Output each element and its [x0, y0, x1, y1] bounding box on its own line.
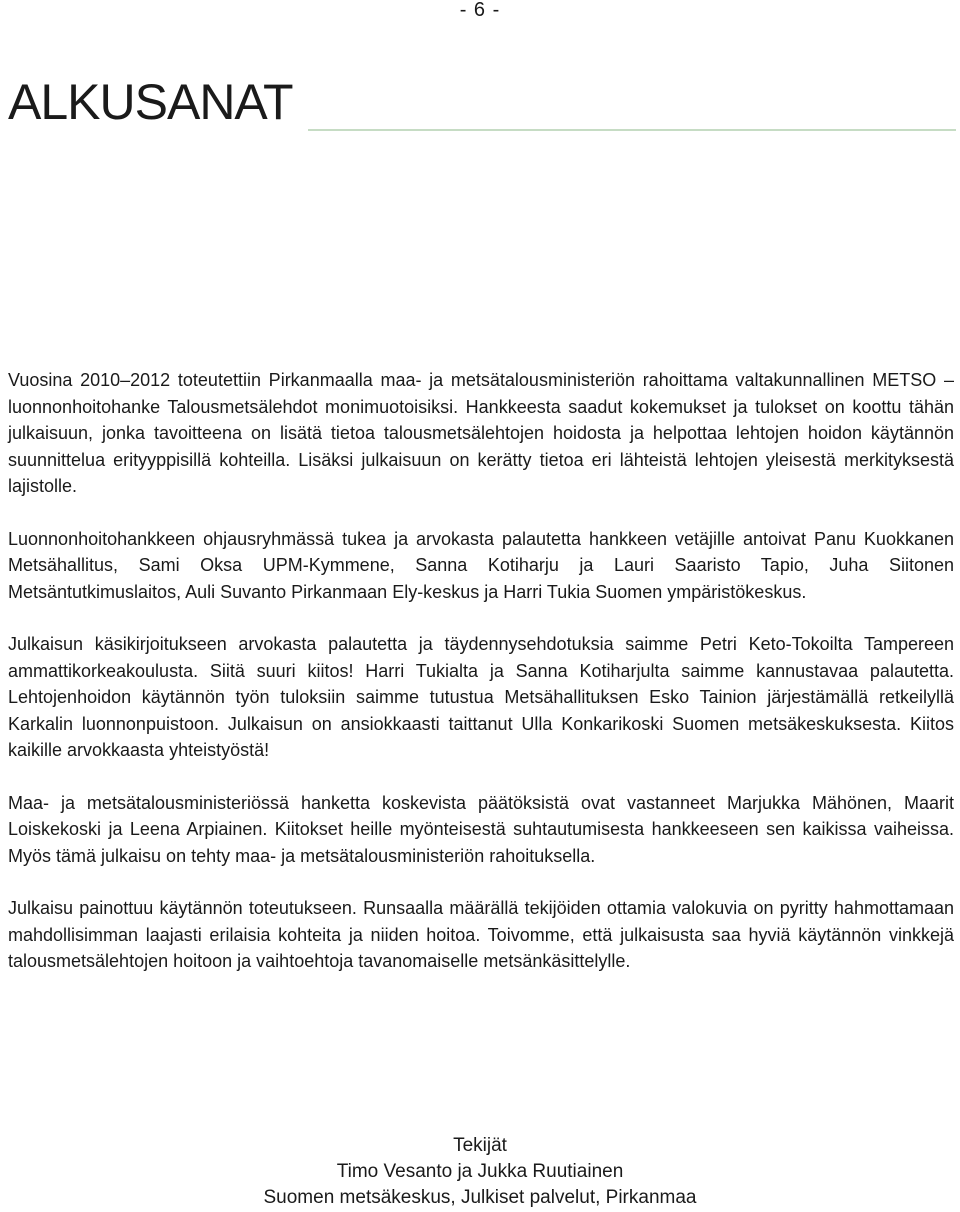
paragraph-manuscript-thanks: Julkaisun käsikirjoitukseen arvokasta palautetta ja täydennysehdotuksia saimme Petri Keto-Tokoilta Tampereen ammattikorkeakoulusta. Siitä suuri kiitos! Harri Tukialta ja Sanna Kotiharjulta saimme kannustavaa palautetta. Lehtojenhoidon käytännön työn tuloksiin saimme tutustua Metsähallituksen Esko Tainion järjestämällä retkeilyllä Karkalin luonnonpuistoon. Julkaisun on ansiokkaasti taittanut Ulla Konkarikoski Suomen metsäkeskuksesta. Kiitos kaikille arvokkaasta yhteistyöstä!: [8, 634, 954, 760]
heading-underline: [308, 129, 956, 131]
paragraph-steering-group: Luonnonhoitohankkeen ohjausryhmässä tukea ja arvokasta palautetta hankkeen vetäjille antoivat Panu Kuokkanen Metsähallitus, Sami Oksa UPM-Kymmene, Sanna Kotiharju ja Lauri Saaristo Tapio, Juha Siitonen Metsäntutkimuslaitos, Auli Suvanto Pirkanmaan Ely-keskus ja Harri Tukia Suomen ympäristökeskus.: [8, 528, 954, 602]
signature-label: Tekijät: [453, 1135, 507, 1156]
body-text: [8, 367, 954, 1001]
paragraph-practical-focus: Julkaisu painottuu käytännön toteutukseen. Runsaalla määrällä tekijöiden ottamia valokuvia on pyritty hahmottamaan mahdollisimman laajasti erilaisia kohteita ja niiden hoitoa. Toivomme, että julkaisusta saa hyviä käytännön vinkkejä talousmetsälehtojen hoitoon ja vaihtoehtoja tavanomaiselle metsänkäsittelylle.: [8, 898, 954, 971]
paragraph-project-intro: Vuosina 2010–2012 toteutettiin Pirkanmaalla maa- ja metsätalousministeriön rahoittama valtakunnallinen METSO –luonnonhoitohanke Talousmetsälehdot monimuotoisiksi. Hankkeesta saadut kokemukset ja tulokset on koottu tähän julkaisuun, jonka tavoitteena on lisätä tietoa talousmetsälehtojen hoidosta ja helpottaa lehtojen hoidon käytännön suunnittelua erityyppisillä kohteilla. Lisäksi julkaisuun on kerätty tietoa eri lähteistä lehtojen yleisestä merkityksestä lajistolle.: [8, 370, 954, 496]
page-number: - 6 -: [459, 0, 501, 21]
heading-block: [8, 76, 956, 128]
signature-authors: Timo Vesanto ja Jukka Ruutiainen: [336, 1161, 624, 1182]
paragraph-ministry-thanks: Maa- ja metsätalousministeriössä hanketta koskevista päätöksistä ovat vastanneet Marjukka Mähönen, Maarit Loiskekoski ja Leena Arpiainen. Kiitokset heille myönteisestä suhtautumisesta hankkeeseen sen kaikissa vaiheissa. Myös tämä julkaisu on tehty maa- ja metsätalousministeriön rahoituksella.: [8, 792, 954, 866]
page-title: ALKUSANAT: [8, 74, 293, 130]
signature-block: [0, 1133, 960, 1211]
signature-organization: Suomen metsäkeskus, Julkiset palvelut, Pirkanmaa: [263, 1187, 697, 1208]
